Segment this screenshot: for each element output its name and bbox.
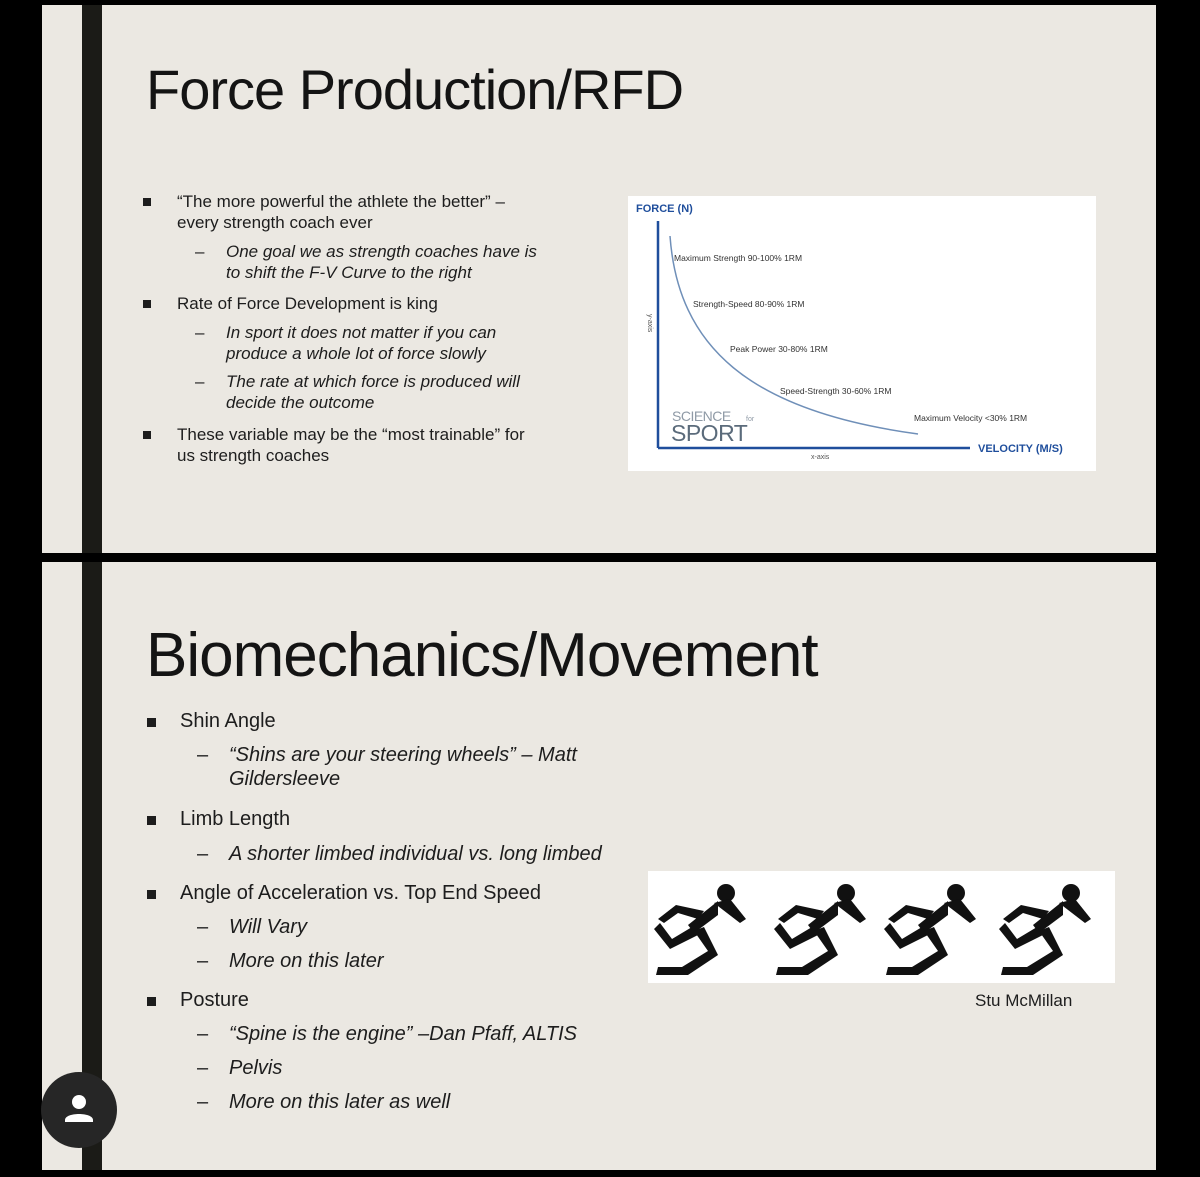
- bullet-angle-acceleration: Angle of Acceleration vs. Top End Speed: [180, 881, 541, 905]
- zone-max-strength: Maximum Strength 90-100% 1RM: [674, 253, 803, 263]
- bullet-square: [147, 890, 156, 899]
- sub-bullet-shorter-limbed: – A shorter limbed individual vs. long limbed: [197, 843, 602, 865]
- y-axis-name: y-axis: [646, 314, 653, 333]
- x-axis-name: x-axis: [811, 454, 830, 461]
- sub-bullet-more-later: – More on this later: [197, 950, 384, 972]
- bullet-square: [143, 431, 151, 439]
- sprinter-icon: [774, 884, 866, 975]
- image-caption: Stu McMillan: [975, 991, 1073, 1010]
- person-icon: [41, 1072, 117, 1148]
- sub-bullet-shins-steering: – “Shins are your steering wheels” – Matt Gildersleeve: [197, 744, 577, 790]
- bullet-powerful-athlete: “The more powerful the athlete the better” – every strength coach ever: [177, 191, 505, 233]
- sprinter-silhouettes-image: [648, 871, 1115, 983]
- sub-bullet-force-slowly: – In sport it does not matter if you can produce a whole lot of force slowly: [195, 323, 497, 363]
- slide-biomechanics: [42, 562, 1156, 1170]
- science-for-sport-logo: [671, 408, 755, 446]
- svg-text:SPORT: SPORT: [671, 420, 748, 446]
- bullet-square: [147, 816, 156, 825]
- bullet-rfd-king: Rate of Force Development is king: [177, 293, 438, 314]
- zone-speed-strength: Speed-Strength 30-60% 1RM: [780, 386, 892, 396]
- slide-title: Biomechanics/Movement: [146, 621, 818, 690]
- bullet-shin-angle: Shin Angle: [180, 709, 276, 733]
- svg-text:SCIENCE: SCIENCE: [672, 408, 731, 424]
- bullet-square: [143, 198, 151, 206]
- profile-button[interactable]: [41, 1072, 117, 1148]
- sub-bullet-will-vary: – Will Vary: [197, 916, 307, 938]
- zone-peak-power: Peak Power 30-80% 1RM: [730, 344, 828, 354]
- bullet-square: [147, 718, 156, 727]
- sprinter-icon: [999, 884, 1091, 975]
- sub-bullet-pelvis: – Pelvis: [197, 1057, 283, 1079]
- fv-curve-diagram: [628, 196, 1096, 471]
- slide-force-production: [42, 5, 1156, 553]
- sub-bullet-fv-curve: – One goal we as strength coaches have is to shift the F-V Curve to the right: [195, 242, 537, 282]
- sub-bullet-more-later-well: – More on this later as well: [197, 1091, 451, 1113]
- sub-bullet-rate-outcome: – The rate at which force is produced will decide the outcome: [195, 372, 520, 412]
- sprinter-icon: [884, 884, 976, 975]
- bullet-most-trainable: These variable may be the “most trainable” for us strength coaches: [177, 424, 525, 466]
- y-axis-label: FORCE (N): [636, 203, 693, 215]
- zone-max-velocity: Maximum Velocity <30% 1RM: [914, 413, 1028, 423]
- slide-title: Force Production/RFD: [146, 58, 684, 121]
- sprinter-icon: [654, 884, 746, 975]
- bullet-posture: Posture: [180, 988, 249, 1012]
- fv-curve: [670, 236, 918, 434]
- x-axis-label: VELOCITY (M/S): [978, 443, 1063, 455]
- bullet-square: [147, 997, 156, 1006]
- bullet-limb-length: Limb Length: [180, 807, 290, 831]
- slide-accent-bar: [82, 5, 102, 553]
- bullet-square: [143, 300, 151, 308]
- zone-strength-speed: Strength-Speed 80-90% 1RM: [693, 299, 805, 309]
- svg-text:for: for: [746, 416, 755, 423]
- force-velocity-chart: [628, 196, 1096, 471]
- sub-bullet-spine-engine: – “Spine is the engine” –Dan Pfaff, ALTIS: [197, 1023, 577, 1045]
